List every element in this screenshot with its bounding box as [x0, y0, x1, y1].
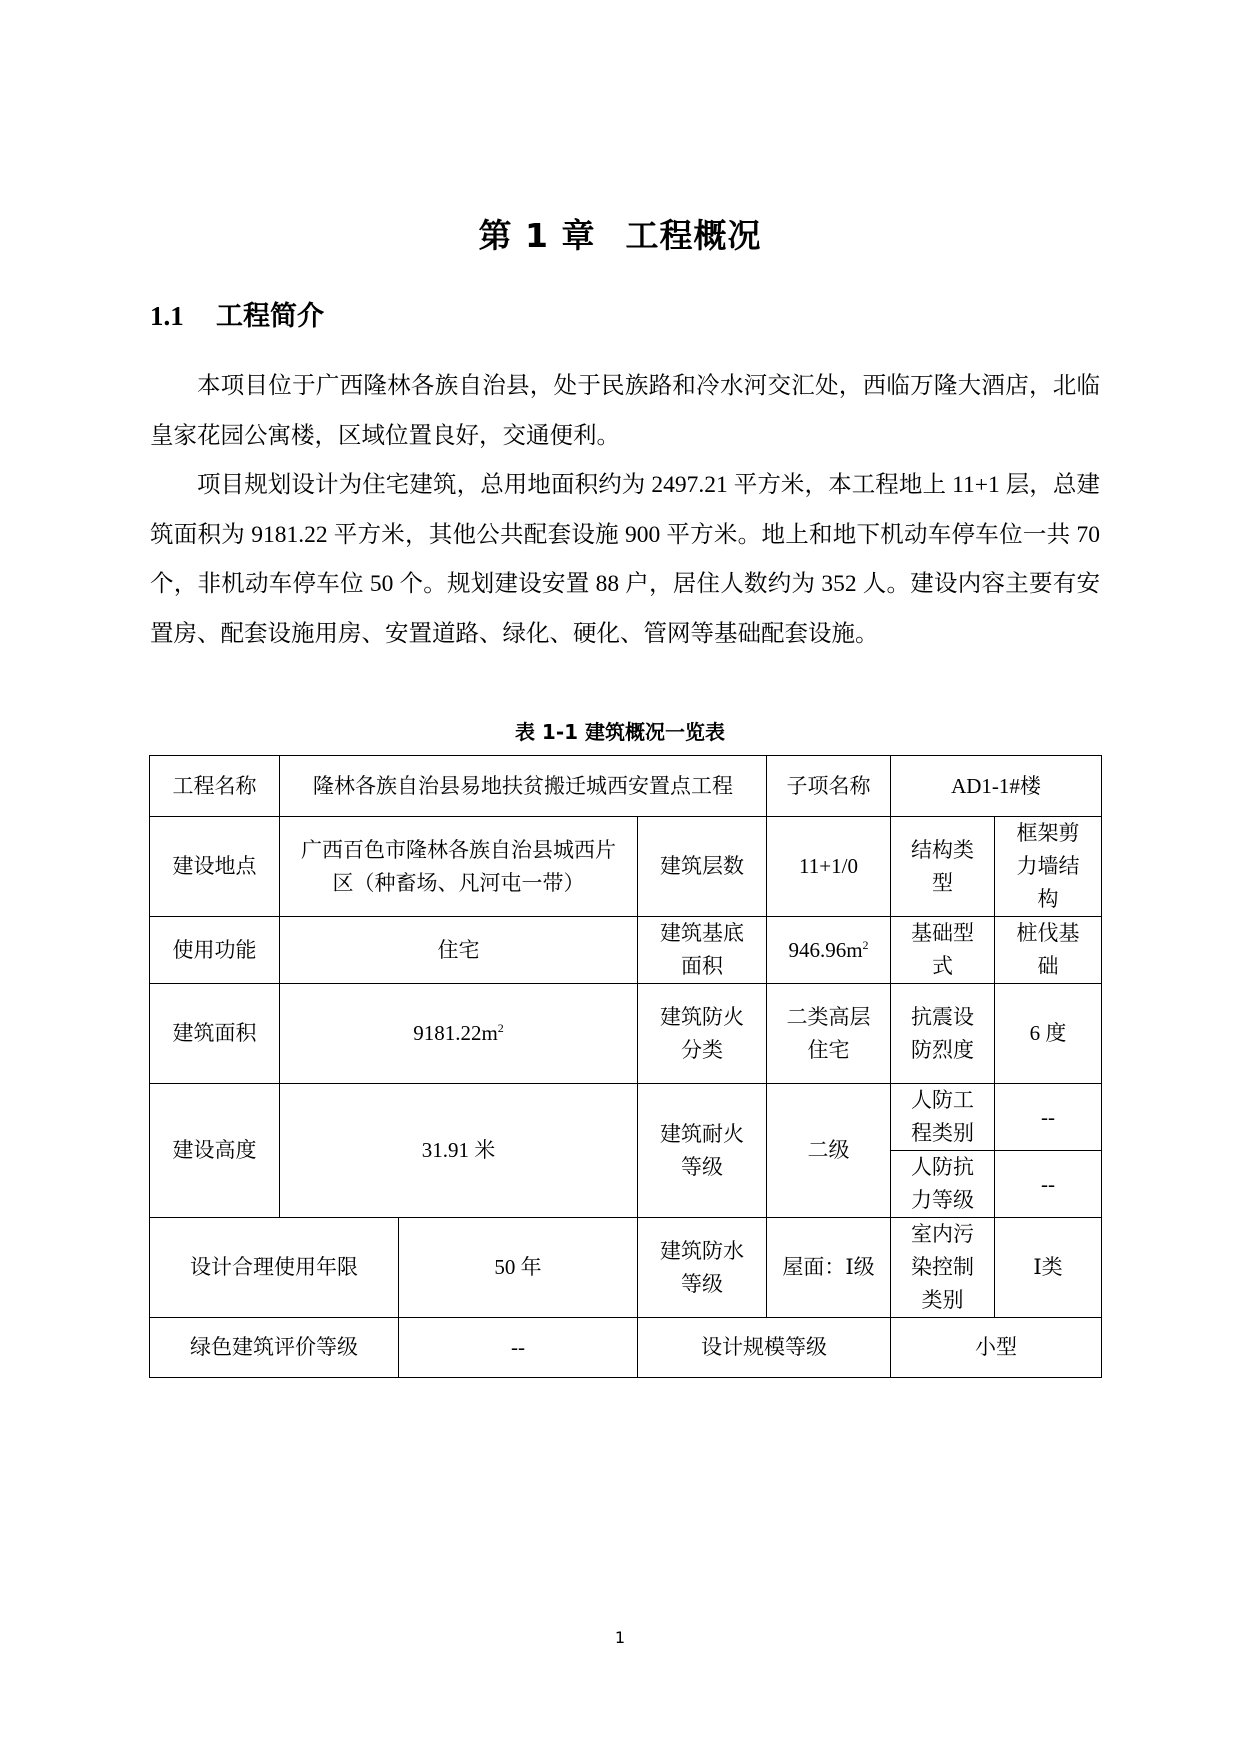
table-cell: AD1-1#楼 [891, 756, 1102, 817]
building-overview-table [149, 755, 1102, 1378]
table-cell: 住宅 [280, 917, 638, 984]
table-cell: 建筑耐火 等级 [638, 1084, 767, 1218]
table-cell: 人防工 程类别 [891, 1084, 995, 1151]
table-cell: 设计规模等级 [638, 1318, 891, 1378]
page-number: 1 [614, 1628, 626, 1647]
table-cell: 建筑防火 分类 [638, 984, 767, 1084]
paragraph: 本项目位于广西隆林各族自治县，处于民族路和冷水河交汇处，西临万隆大酒店，北临皇家花园公寓楼，区域位置良好，交通便利。 [150, 373, 1100, 449]
table-cell: 抗震设 防烈度 [891, 984, 995, 1084]
table-cell: -- [995, 1151, 1102, 1218]
table-cell: 建筑面积 [150, 984, 280, 1084]
chapter-name: 工程概况 [625, 216, 762, 255]
table-cell: -- [399, 1318, 638, 1378]
table-cell: -- [995, 1084, 1102, 1151]
chapter-number: 第 1 章 [478, 216, 596, 255]
table-row [150, 1218, 1102, 1318]
table-cell: 建设高度 [150, 1084, 280, 1218]
table-cell: 小型 [891, 1318, 1102, 1378]
table-row [150, 817, 1102, 917]
table-cell: 建筑防水 等级 [638, 1218, 767, 1318]
table-cell: 31.91 米 [280, 1084, 638, 1218]
table-cell: 绿色建筑评价等级 [150, 1318, 399, 1378]
table-cell: 结构类 型 [891, 817, 995, 917]
paragraph: 项目规划设计为住宅建筑，总用地面积约为 2497.21 平方米，本工程地上 11+1 层，总建筑面积为 9181.22 平方米，其他公共配套设施 900 平方米。地上和地下机动车停车位一共 70 个，非机动车停车位 50 个。规划建设安置 88 户，居住人数约为 352 人。建设内容主要有安置房、配套设施用房、安置道路、绿化、硬化、管网等基础配套设施。 [150, 472, 1100, 647]
table-cell: 室内污 染控制 类别 [891, 1218, 995, 1318]
table-cell: 二类高层 住宅 [767, 984, 891, 1084]
table-row [150, 1084, 1102, 1151]
table-row [150, 984, 1102, 1084]
table-cell [767, 917, 891, 984]
table-cell: 建设地点 [150, 817, 280, 917]
section-number: 1.1 [150, 301, 184, 331]
superscript: 2 [862, 937, 869, 952]
table-cell: 设计合理使用年限 [150, 1218, 399, 1318]
table-cell: 50 年 [399, 1218, 638, 1318]
table-cell: 隆林各族自治县易地扶贫搬迁城西安置点工程 [280, 756, 767, 817]
table-cell: Ⅰ类 [995, 1218, 1102, 1318]
section-title: 工程简介 [216, 301, 324, 332]
table-cell: 工程名称 [150, 756, 280, 817]
table-caption: 表 1-1 建筑概况一览表 [514, 720, 726, 744]
table-cell: 基础型 式 [891, 917, 995, 984]
section-heading [150, 294, 324, 333]
table-cell: 建筑层数 [638, 817, 767, 917]
table-cell: 11+1/0 [767, 817, 891, 917]
table-row [150, 1318, 1102, 1378]
table-cell: 屋面：Ⅰ级 [767, 1218, 891, 1318]
value-text: 946.96m [788, 937, 863, 962]
value-text: 9181.22m [413, 1021, 498, 1045]
table-cell: 子项名称 [767, 756, 891, 817]
table-cell: 桩伐基 础 [995, 917, 1102, 984]
body-text [150, 362, 1100, 660]
table-cell: 人防抗 力等级 [891, 1151, 995, 1218]
table-cell: 二级 [767, 1084, 891, 1218]
table-row [150, 917, 1102, 984]
table-row [150, 756, 1102, 817]
table-cell: 广西百色市隆林各族自治县城西片区（种畜场、凡河屯一带） [280, 817, 638, 917]
chapter-title [0, 210, 1240, 257]
table-cell [280, 984, 638, 1084]
table-cell: 6 度 [995, 984, 1102, 1084]
superscript: 2 [497, 1021, 504, 1035]
table-cell: 使用功能 [150, 917, 280, 984]
table-cell: 建筑基底 面积 [638, 917, 767, 984]
table-cell: 框架剪 力墙结 构 [995, 817, 1102, 917]
